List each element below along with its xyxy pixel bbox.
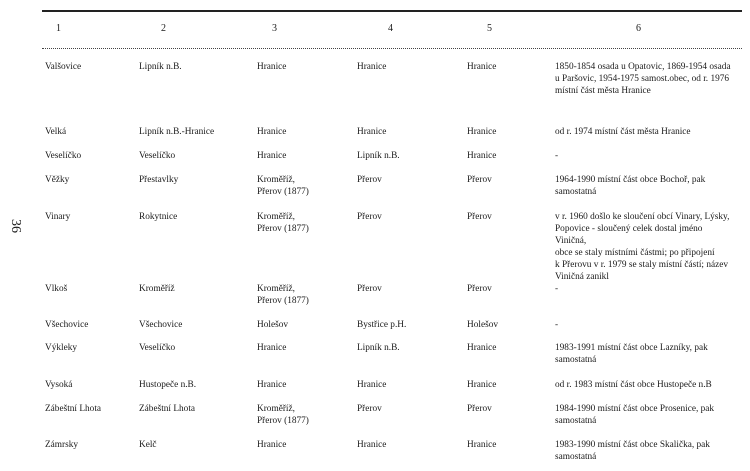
cell-municipality-name: Vysoká [45,380,73,390]
header-col-4: 4 [388,22,393,34]
cell-parish: Lipník n.B.-Hranice [139,127,215,137]
cell-district-1: Hranice [257,127,287,137]
table-row [42,211,742,283]
cell-note: - [555,151,559,161]
cell-parish: Kelč [139,440,157,450]
cell-district-3: Přerov [467,212,492,222]
cell-note: 1984-1990 místní část obce Prosenice, pak samostatná [555,404,715,426]
cell-note: od r. 1983 místní část obce Hustopeče n.B [555,380,712,390]
cell-district-3: Přerov [467,404,492,414]
header-col-5: 5 [487,22,492,34]
cell-district-2: Přerov [357,175,382,185]
cell-district-2: Hranice [357,62,387,72]
cell-district-3: Hranice [467,127,497,137]
cell-district-2: Hranice [357,380,387,390]
cell-district-2: Přerov [357,212,382,222]
header-col-6: 6 [636,22,641,34]
table-row [42,283,742,319]
cell-municipality-name: Výkleky [45,343,78,353]
header-col-1: 1 [56,22,61,34]
table-row [42,174,742,211]
cell-district-1: Holešov [257,320,288,330]
cell-note: - [555,284,559,294]
cell-district-1: Hranice [257,440,287,450]
cell-district-1: Hranice [257,151,287,161]
cell-district-3: Hranice [467,343,497,353]
cell-note: od r. 1974 místní část města Hranice [555,127,691,137]
cell-parish: Zábeštní Lhota [139,404,196,414]
cell-note: - [555,320,559,330]
cell-parish: Lipník n.B. [139,62,182,72]
cell-parish: Kroměříž [139,284,175,294]
cell-district-1: Hranice [257,62,287,72]
cell-municipality-name: Valšovice [45,62,82,72]
cell-district-1: Kroměříž, Přerov (1877) [257,284,309,306]
cell-note: 1850-1854 osada u Opatovic, 1869-1954 osada u Paršovic, 1954-1975 samost.obec, od r. 1976 místní část města Hranice [555,62,731,96]
cell-parish: Hustopeče n.B. [139,380,197,390]
table-row [42,342,742,379]
cell-district-1: Kroměříž, Přerov (1877) [257,175,309,197]
cell-note: v r. 1960 došlo ke sloučení obcí Vinary, Lýsky, Popovice - sloučený celek dostal jméno Viničná, obce se staly místními částmi; po připojení k Přerovu v r. 1979 se staly místní částí; název Viničná zanikl [555,212,730,282]
cell-district-1: Hranice [257,343,287,353]
cell-district-3: Hranice [467,62,497,72]
cell-district-2: Přerov [357,284,382,294]
cell-district-3: Hranice [467,151,497,161]
cell-district-2: Lipník n.B. [357,343,400,353]
cell-parish: Všechovice [139,320,183,330]
cell-district-1: Hranice [257,380,287,390]
cell-parish: Veselíčko [139,343,176,353]
cell-district-3: Holešov [467,320,498,330]
cell-note: 1964-1990 místní část obce Bochoř, pak samostatná [555,175,706,197]
header-col-3: 3 [272,22,277,34]
cell-district-2: Lipník n.B. [357,151,400,161]
cell-municipality-name: Zámrsky [45,440,79,450]
cell-municipality-name: Veselíčko [45,151,82,161]
table-header [42,12,742,44]
table-row [42,319,742,342]
municipality-table [42,10,742,469]
cell-district-2: Bystřice p.H. [357,320,407,330]
table-row [42,403,742,439]
header-col-2: 2 [161,22,166,34]
cell-municipality-name: Vlkoš [45,284,68,294]
cell-municipality-name: Zábeštní Lhota [45,404,102,414]
cell-municipality-name: Věžky [45,175,70,185]
cell-district-2: Hranice [357,440,387,450]
cell-parish: Rokytnice [139,212,178,222]
table-row [42,126,742,150]
cell-parish: Veselíčko [139,151,176,161]
cell-municipality-name: Všechovice [45,320,89,330]
table-row [42,150,742,174]
table-row [42,49,742,126]
cell-district-1: Kroměříž, Přerov (1877) [257,404,309,426]
cell-note: 1983-1991 místní část obce Lazníky, pak samostatná [555,343,708,365]
cell-parish: Přestavlky [139,175,179,185]
cell-district-3: Hranice [467,440,497,450]
cell-district-3: Přerov [467,284,492,294]
table-body [42,49,742,469]
cell-municipality-name: Vinary [45,212,71,222]
table-row [42,439,742,469]
cell-district-2: Hranice [357,127,387,137]
cell-district-3: Hranice [467,380,497,390]
cell-district-2: Přerov [357,404,382,414]
cell-note: 1983-1990 místní část obce Skalička, pak samostatná [555,440,710,462]
page-number: 36 [8,219,23,233]
cell-municipality-name: Velká [45,127,67,137]
cell-district-3: Přerov [467,175,492,185]
table-row [42,379,742,403]
cell-district-1: Kroměříž, Přerov (1877) [257,212,309,234]
